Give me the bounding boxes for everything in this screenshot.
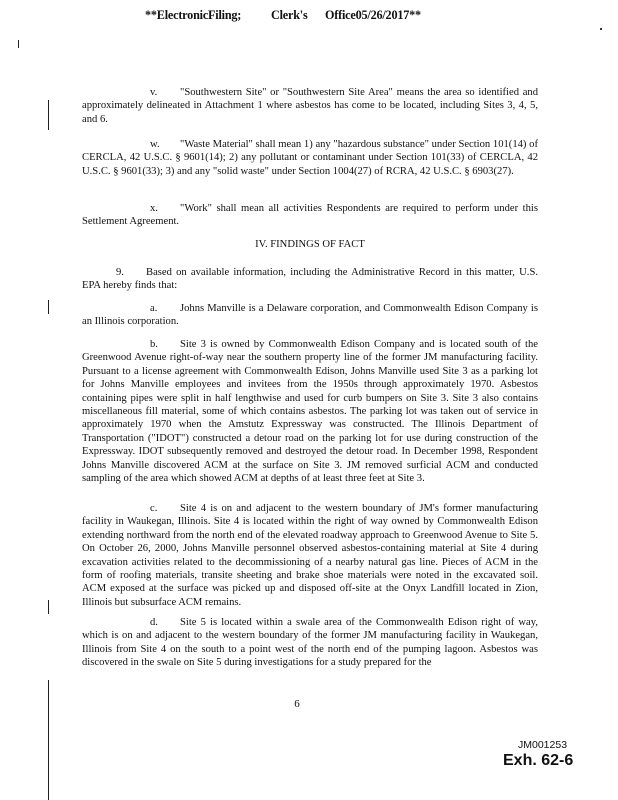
definition-w-text: "Waste Material" shall mean 1) any "hazardous substance" under Section 101(14) of CERCLA, 42 U.S.C. § 9601(14); 2) any pollutant or contaminant under Section 101(33) of CERCLA, 42 U.S.C. § 9601(33); 3) and any "solid waste" under Section 1004(27) of RCRA, 42 U.S.C. § 6903(27). xyxy=(82,139,538,177)
margin-mark xyxy=(48,740,49,800)
margin-mark xyxy=(48,100,49,130)
margin-mark xyxy=(48,600,49,614)
paragraph-9-text: Based on available information, including the Administrative Record in this matter, U.S. EPA hereby finds that: xyxy=(82,267,538,292)
finding-d xyxy=(82,616,538,670)
paragraph-9-label: 9. xyxy=(116,267,124,278)
filing-header xyxy=(0,9,618,25)
finding-b-label: b. xyxy=(150,339,158,350)
definition-w xyxy=(82,138,538,178)
finding-c xyxy=(82,502,538,609)
definition-v-text: "Southwestern Site" or "Southwestern Site Area" means the area so identified and approximately delineated in Attachment 1 where asbestos has come to be located, including Sites 3, 4, 5, and 6. xyxy=(82,87,538,125)
definition-v xyxy=(82,86,538,126)
finding-a xyxy=(82,302,538,329)
margin-mark xyxy=(48,300,49,314)
finding-a-label: a. xyxy=(150,303,158,314)
finding-b xyxy=(82,338,538,485)
definition-w-label: w. xyxy=(150,139,160,150)
header-office-date: Office05/26/2017** xyxy=(325,8,421,22)
definition-v-label: v. xyxy=(150,87,158,98)
bates-number: JM001253 xyxy=(518,739,568,751)
page-number: 6 xyxy=(294,698,300,710)
finding-c-text: Site 4 is on and adjacent to the western boundary of JM's former manufacturing facility in Waukegan, Illinois. Site 4 is located within the right of way owned by Commonwealth Edison extending northward from the north end of the elevated roadway approach to Greenwood Avenue to Site 5. On October 26, 2000, Johns Manville personnel observed asbestos-containing material at Site 4 during excavation activities related to the decommissioning of a nearby natural gas line. Pieces of ACM in the form of roofing materials, transite sheeting and brake shoe materials were noted in the excavated soil. ACM exposed at the surface was picked up and disposed off-site at the Onyx Landfill located in Zion, Illinois but subsurface ACM remains. xyxy=(82,503,538,608)
definition-x-text: "Work" shall mean all activities Respondents are required to perform under this Settlement Agreement. xyxy=(82,203,538,228)
paragraph-9 xyxy=(82,266,538,293)
margin-mark xyxy=(18,40,19,48)
scan-dot xyxy=(600,28,602,30)
finding-c-label: c. xyxy=(150,503,158,514)
exhibit-label: Exh. 62-6 xyxy=(503,752,574,769)
section-heading: IV. FINDINGS OF FACT xyxy=(255,239,365,250)
finding-d-label: d. xyxy=(150,617,158,628)
finding-a-text: Johns Manville is a Delaware corporation, and Commonwealth Edison Company is an Illinois corporation. xyxy=(82,303,538,328)
finding-b-text: Site 3 is owned by Commonwealth Edison Company and is located south of the Greenwood Avenue right-of-way near the southern property line of the former JM manufacturing facility. Pursuant to a license agreement with Commonwealth Edison, Johns Manville used Site 3 as a parking lot for Johns Manville employees and invitees from the 1950s through approximately 1970. Asbestos containing pipes were split in half lengthwise and used for curb bumpers on Site 3. Site 3 also contains miscellaneous fill material, some of which contains asbestos. The parking lot was taken out of service in approximately 1970 when the Amstutz Expressway was constructed. The Illinois Department of Transportation ("IDOT") constructed a detour road on the parking lot for use during construction of the Expressway. IDOT subsequently removed and destroyed the detour road. In December 1998, Respondent Johns Manville discovered ACM at the surface on Site 3. JM removed surficial ACM and conducted sampling of the area which showed ACM at depths of at least three feet at Site 3. xyxy=(82,339,538,485)
definition-x-label: x. xyxy=(150,203,158,214)
finding-d-text: Site 5 is located within a swale area of the Commonwealth Edison right of way, which is on and adjacent to the western boundary of the former JM manufacturing facility in Waukegan, Illinois from Site 4 on the south to a point west of the north end of the pumping lagoon. Asbestos was discovered in the swale on Site 5 during investigations for a study prepared for the xyxy=(82,617,538,669)
header-clerk: Clerk's xyxy=(271,8,308,22)
header-filing: **ElectronicFiling; xyxy=(145,8,242,22)
definition-x xyxy=(82,202,538,229)
